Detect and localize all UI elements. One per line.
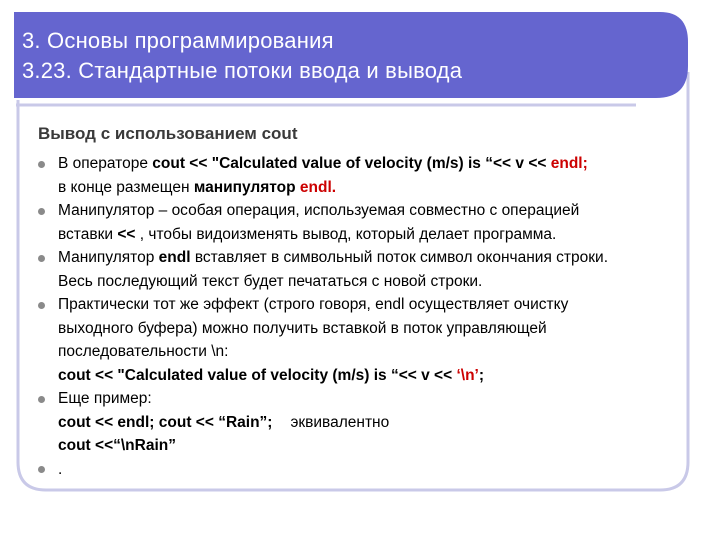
bullet-dot-icon	[38, 302, 45, 309]
code-highlight: endl;	[550, 155, 588, 172]
code-run: ;	[478, 366, 485, 384]
bullet-dot-icon	[38, 208, 45, 215]
bullet-line: cout <<“\nRain”	[58, 437, 176, 454]
bullet-item	[38, 387, 708, 458]
code-run: cout << "Calculated value of velocity (m/s) is “<< v <<	[58, 366, 457, 384]
bullet-item	[38, 246, 708, 293]
bullet-line: Практически тот же эффект (строго говоря, endl осуществляет очистку	[58, 296, 569, 313]
bullet-line: Еще пример:	[58, 390, 152, 407]
bullet-line	[58, 152, 708, 176]
text-run: В операторе	[58, 155, 153, 172]
bullet-line: выходного буфера) можно получить вставкой в поток управляющей	[58, 319, 547, 337]
bullet-item	[38, 199, 708, 246]
code-run: <<	[117, 225, 136, 243]
code-run: endl	[158, 249, 191, 266]
bullet-item	[38, 293, 708, 387]
bullet-item	[38, 458, 708, 482]
slide-title-line-2: 3.23. Стандартные потоки ввода и вывода	[22, 58, 463, 83]
code-highlight: endl.	[299, 178, 337, 196]
bullet-line	[58, 411, 708, 435]
bullet-line: последовательности \n:	[58, 343, 229, 360]
bullet-dot-icon	[38, 161, 45, 168]
text-run: в конце размещен	[58, 178, 194, 196]
bullet-line: Манипулятор – особая операция, используемая совместно с операцией	[58, 202, 580, 219]
bullet-line: .	[58, 460, 63, 478]
bullet-item	[38, 152, 708, 199]
code-run: cout << "Calculated value of velocity (m/s) is “<< v <<	[152, 155, 551, 172]
text-run: вставляет в символьный поток символ окончания строки.	[190, 249, 609, 266]
text-run: , чтобы видоизменять вывод, который делает программа.	[135, 225, 557, 243]
text-run: Манипулятор	[58, 249, 159, 266]
bullet-dot-icon	[38, 466, 45, 473]
bullet-dot-icon	[38, 396, 45, 403]
header-banner	[14, 12, 688, 98]
text-bold: манипулятор	[193, 178, 300, 196]
code-run: cout << endl; cout << “Rain”;	[58, 413, 273, 431]
slide-title-line-1: 3. Основы программирования	[22, 28, 334, 53]
text-run: эквивалентно	[290, 413, 390, 431]
bullet-list	[38, 152, 708, 481]
bullet-line	[58, 246, 708, 270]
bullet-line	[58, 176, 708, 200]
bullet-dot-icon	[38, 255, 45, 262]
bullet-line	[58, 223, 708, 247]
bullet-line: Весь последующий текст будет печататься с новой строки.	[58, 272, 483, 290]
code-highlight: ‘\n’	[456, 366, 479, 384]
bullet-line	[58, 364, 708, 388]
section-subtitle: Вывод с использованием cout	[38, 124, 298, 143]
text-run: вставки	[58, 225, 118, 243]
